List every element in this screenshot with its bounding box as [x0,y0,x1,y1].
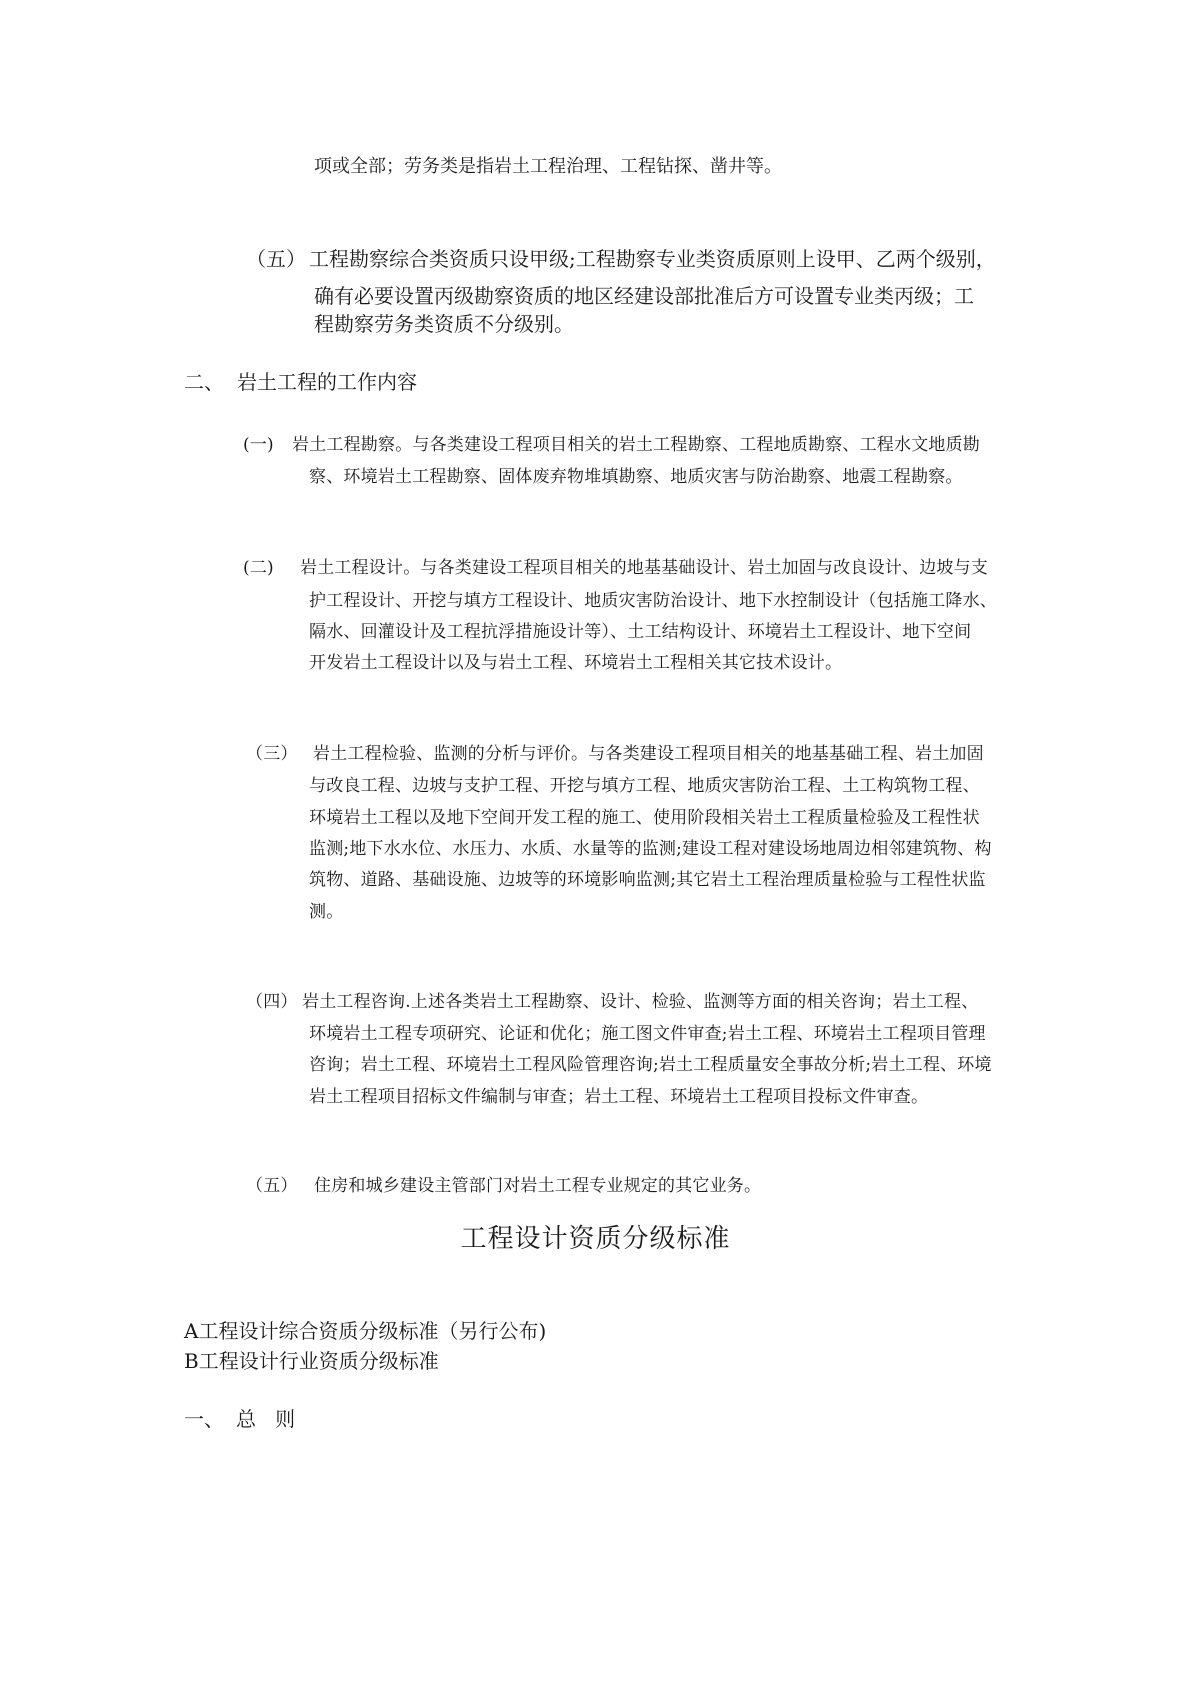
intro-line: 项或全部；劳务类是指岩土工程治理、工程钻探、凿井等。 [314,156,782,177]
item4-line-4: 岩土工程项目招标文件编制与审查；岩土工程、环境岩土工程项目投标文件审查。 [309,1087,929,1107]
section2-heading: 岩土工程的工作内容 [237,370,417,394]
general-marker: 一、 [184,1407,224,1431]
item2-line-2: 护工程设计、开挖与填方工程设计、地质灾害防治设计、地下水控制设计（包括施工降水、 [309,591,997,611]
item2-line-1: 岩土工程设计。与各类建设工程项目相关的地基基础设计、岩土加固与改良设计、边坡与支 [300,558,988,578]
item3-line-1: 岩土工程检验、监测的分析与评价。与各类建设工程项目相关的地基基础工程、岩土加固 [313,744,984,764]
item5-other-line-1: 住房和城乡建设主管部门对岩土工程专业规定的其它业务。 [314,1176,762,1196]
item2-line-3: 隔水、回灌设计及工程抗浮措施设计等）、土工结构设计、环境岩土工程设计、地下空间 [309,622,972,642]
item5-grade-line-1: 工程勘察综合类资质只设甲级;工程勘察专业类资质原则上设甲、乙两个级别， [309,247,996,271]
item4-line-1: 岩土工程咨询.上述各类岩土工程勘察、设计、检验、监测等方面的相关咨询；岩土工程、 [302,992,979,1012]
design-standard-title: 工程设计资质分级标准 [460,1224,731,1254]
item5-other-marker: （五） [246,1176,298,1196]
item3-line-5: 筑物、道路、基础设施、边坡等的环境影响监测;其它岩土工程治理质量检验与工程性状监 [309,870,986,890]
item4-line-3: 咨询；岩土工程、环境岩土工程风险管理咨询;岩土工程质量安全事故分析;岩土工程、环境 [309,1055,992,1075]
section2-marker: 二、 [184,370,224,394]
item4-line-2: 环境岩土工程专项研究、论证和优化；施工图文件审查;岩土工程、环境岩土工程项目管理 [309,1024,986,1044]
item5-grade-line-3: 程勘察劳务类资质不分级别。 [314,312,574,336]
item5-grade-line-2: 确有必要设置丙级勘察资质的地区经建设部批准后方可设置专业类丙级；工 [314,284,974,308]
standard-b-line: B工程设计行业资质分级标准 [184,1349,439,1373]
standard-a-line: A工程设计综合资质分级标准（另行公布) [184,1319,547,1343]
item3-marker: （三） [246,744,298,764]
item3-line-2: 与改良工程、边坡与支护工程、开挖与填方工程、地质灾害防治工程、土工构筑物工程、 [309,776,980,796]
item1-marker: (一) [243,435,274,455]
item2-marker: (二) [243,558,274,578]
item4-marker: （四） [246,992,298,1012]
item3-line-3: 环境岩土工程以及地下空间开发工程的施工、使用阶段相关岩土工程质量检验及工程性状 [309,808,980,828]
item5-grade-marker: （五） [246,247,306,271]
item1-line-1: 岩土工程勘察。与各类建设工程项目相关的岩土工程勘察、工程地质勘察、工程水文地质勘 [292,435,980,455]
item2-line-4: 开发岩土工程设计以及与岩土工程、环境岩土工程相关其它技术设计。 [309,653,843,673]
item3-line-6: 测。 [309,902,344,922]
item3-line-4: 监测;地下水水位、水压力、水质、水量等的监测;建设工程对建设场地周边相邻建筑物、构 [309,839,992,859]
general-heading: 总 则 [236,1407,296,1431]
item1-line-2: 察、环境岩土工程勘察、固体废弃物堆填勘察、地质灾害与防治勘察、地震工程勘察。 [309,467,963,487]
